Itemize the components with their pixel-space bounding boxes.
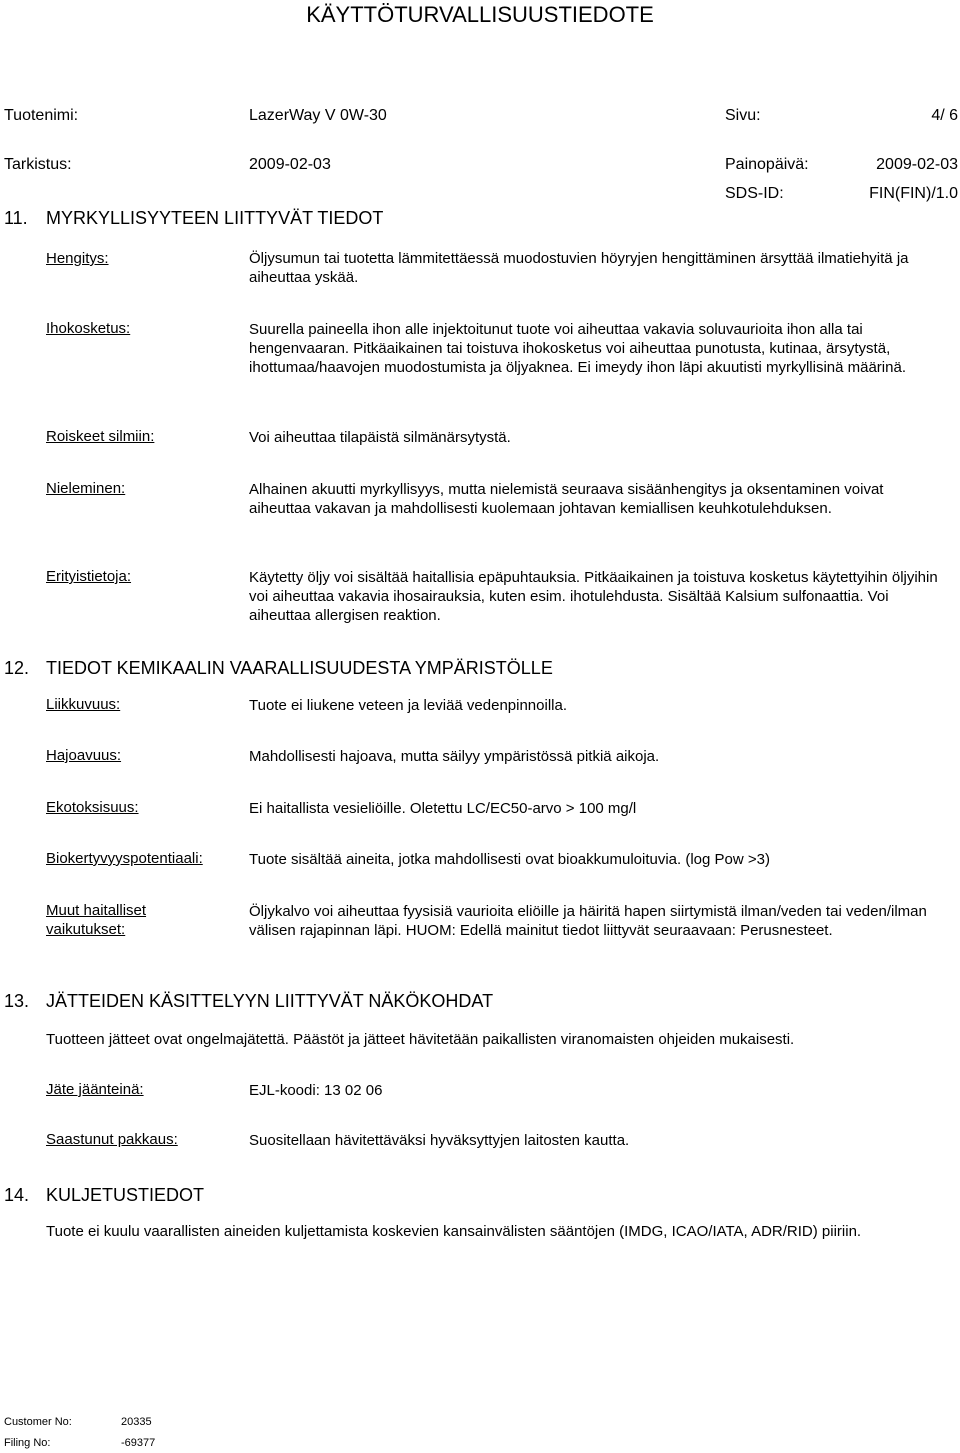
- field-label-biokertyvyyspotentiaali: Biokertyvyyspotentiaali:: [46, 850, 203, 867]
- field-text-saastunut-pakkaus: Suositellaan hävitettäväksi hyväksyttyjen laitosten kautta.: [249, 1132, 630, 1149]
- sds-id-value: FIN(FIN)/1.0: [869, 185, 958, 202]
- field-text-liikkuvuus: Tuote ei liukene veteen ja leviää vedenpinnoilla.: [249, 697, 567, 714]
- field-label-muut-haitalliset: Muut haitalliset: [46, 902, 147, 919]
- field-label-erityistietoja: Erityistietoja:: [46, 568, 132, 585]
- field-label-hajoavuus: Hajoavuus:: [46, 747, 122, 764]
- customer-number-label: Customer No:: [4, 1416, 72, 1428]
- section-12-title: TIEDOT KEMIKAALIN VAARALLISUUDESTA YMPÄRISTÖLLE: [46, 658, 553, 678]
- section-12-number: 12.: [4, 658, 30, 678]
- filing-number-value: -69377: [121, 1437, 156, 1449]
- section-14-text: Tuote ei kuulu vaarallisten aineiden kuljettamista koskevien kansainvälisten sääntöjen (IMDG, ICAO/IATA, ADR/RID) piiriin.: [46, 1223, 862, 1240]
- revision-date: 2009-02-03: [249, 156, 331, 173]
- sds-id-label: SDS-ID:: [725, 185, 784, 202]
- field-text-biokertyvyyspotentiaali: Tuote sisältää aineita, jotka mahdollisesti ovat bioakkumuloituvia. (log Pow >3): [249, 851, 770, 868]
- filing-number-label: Filing No:: [4, 1437, 51, 1449]
- field-text-hajoavuus: Mahdollisesti hajoava, mutta säilyy ympäristössä pitkiä aikoja.: [249, 748, 660, 765]
- product-name-value: LazerWay V 0W-30: [249, 107, 387, 124]
- field-text-ekotoksisuus: Ei haitallista vesieliöille. Oletettu LC/EC50-arvo > 100 mg/l: [249, 800, 637, 817]
- field-text-nieleminen: Alhainen akuutti myrkyllisyys, mutta nielemistä seuraava sisäänhengitys ja oksentaminen voivat aiheuttaa vakavan ja mahdollisesti kuolemaan johtavan kemiallisen keuhkotulehduksen.: [249, 481, 884, 517]
- section-11-title: MYRKYLLISYYTEEN LIITTYVÄT TIEDOT: [46, 208, 384, 228]
- field-text-erityistietoja: Käytetty öljy voi sisältää haitallisia epäpuhtauksia. Pitkäaikainen ja toistuva kosketus käytettyihin öljyihin voi aiheuttaa vakavia ihosairauksia, kuten esim. ihotulehdusta. Sisältää Kalsium sulfonaattia. Voi aiheuttaa allergisen reaktion.: [249, 569, 938, 624]
- field-label-ihokosketus: Ihokosketus:: [46, 320, 131, 337]
- document-title: KÄYTTÖTURVALLISUUSTIEDOTE: [306, 2, 654, 27]
- field-label-liikkuvuus: Liikkuvuus:: [46, 696, 121, 713]
- field-text-muut-haitalliset-vaikutukset: Öljykalvo voi aiheuttaa fyysisiä vaurioita eliöille ja häiritä hapen siirtymistä ilman/veden tai veden/ilman välisen rajapinnan läpi. HUOM: Edellä mainitut tiedot liittyvät seuraavaan: Perusnesteet.: [249, 903, 927, 939]
- field-label-roiskeet-silmiin: Roiskeet silmiin:: [46, 428, 155, 445]
- field-label-saastunut-pakkaus: Saastunut pakkaus:: [46, 1131, 178, 1148]
- field-text-jate-jaanteina: EJL-koodi: 13 02 06: [249, 1082, 383, 1099]
- field-label-nieleminen: Nieleminen:: [46, 480, 126, 497]
- print-date-label: Painopäivä:: [725, 156, 809, 173]
- section-11-number: 11.: [4, 208, 28, 228]
- section-14-number: 14.: [4, 1185, 30, 1205]
- page-label: Sivu:: [725, 107, 761, 124]
- section-14-title: KULJETUSTIEDOT: [46, 1185, 205, 1205]
- field-label-ekotoksisuus: Ekotoksisuus:: [46, 799, 139, 816]
- field-text-ihokosketus: Suurella paineella ihon alle injektoitunut tuote voi aiheuttaa vakavia soluvaurioita ihon alla tai hengenvaaran. Pitkäaikainen tai toistuva ihokosketus voi aiheuttaa punotusta, kutinaa, ärsytystä, ihottumaa/haavojen muodostumista ja öljyaknea. Ei imeydy ihon läpi akuutisti myrkyllisinä määrinä.: [249, 321, 906, 376]
- product-name-label: Tuotenimi:: [4, 107, 79, 124]
- field-label-jate-jaanteina: Jäte jäänteinä:: [46, 1081, 144, 1098]
- customer-number-value: 20335: [121, 1416, 152, 1428]
- print-date: 2009-02-03: [876, 156, 958, 173]
- page-number: 4/ 6: [931, 107, 958, 124]
- field-text-hengitys: Öljysumun tai tuotetta lämmitettäessä muodostuvien höyryjen hengittäminen ärsyttää ilmatiehyitä ja aiheuttaa yskää.: [249, 250, 909, 286]
- revision-label: Tarkistus:: [4, 156, 72, 173]
- field-label-hengitys: Hengitys:: [46, 250, 109, 267]
- section-13-number: 13.: [4, 991, 30, 1011]
- section-13-title: JÄTTEIDEN KÄSITTELYYN LIITTYVÄT NÄKÖKOHDAT: [46, 991, 494, 1011]
- field-text-roiskeet-silmiin: Voi aiheuttaa tilapäistä silmänärsytystä.: [249, 429, 511, 446]
- field-label-vaikutukset: vaikutukset:: [46, 921, 126, 938]
- section-13-intro: Tuotteen jätteet ovat ongelmajätettä. Päästöt ja jätteet hävitetään paikallisten viranomaisten ohjeiden mukaisesti.: [46, 1031, 795, 1048]
